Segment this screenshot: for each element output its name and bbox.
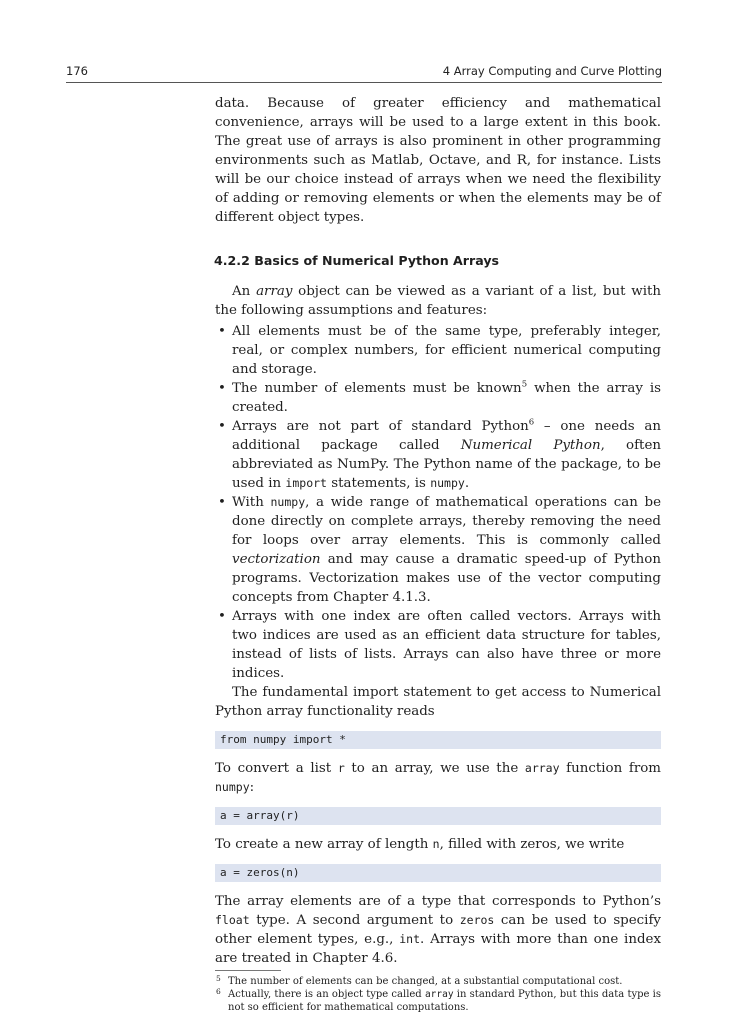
inline-code: zeros (459, 913, 495, 927)
inline-code: array (424, 989, 454, 1000)
body-column (215, 94, 661, 1014)
footnote-ref-6[interactable]: 6 (528, 417, 535, 428)
emphasis-numerical-python: Numerical Python (460, 438, 601, 453)
list-item (215, 493, 661, 607)
list-item (215, 379, 661, 417)
footnote-rule (215, 970, 281, 971)
emphasis-vectorization: vectorization (232, 552, 321, 567)
page-number: 176 (66, 64, 88, 78)
footnote-5: 5 The number of elements can be changed, at a substantial computational cost. (216, 974, 623, 987)
code-block-import: from numpy import * (215, 731, 661, 749)
inline-code: n (432, 837, 440, 851)
text-run: To convert a list (215, 761, 338, 776)
text-run: in standard Python, but this data type is not so efficient for mathematical computations. (228, 989, 661, 1013)
paragraph-intro (215, 282, 661, 320)
feature-list (215, 322, 661, 683)
list-item (215, 417, 661, 493)
section-title: Basics of Numerical Python Arrays (254, 253, 500, 268)
text-run: Arrays are not part of standard Python (232, 419, 529, 434)
text-run: , often abbreviated as NumPy. The Python name of the package, to be used in (232, 438, 661, 491)
text-run: An (232, 284, 257, 299)
inline-code: import (285, 476, 327, 490)
text-run: to an array, we use the (344, 761, 525, 776)
section-heading (214, 251, 661, 270)
text-run: : (249, 780, 255, 795)
text-run: Arrays with one index are often called vectors. Arrays with two indices are used as an efficient data structure for tables, instead of lists of lists. Arrays can also have three or more indices. (232, 609, 661, 681)
paragraph-import: The fundamental import statement to get access to Numerical Python array functionality reads (215, 685, 661, 719)
inline-code: numpy (430, 476, 465, 490)
running-title: 4 Array Computing and Curve Plotting (442, 64, 662, 78)
inline-code: r (337, 761, 345, 775)
running-header (66, 64, 662, 84)
text-run: The array elements are of a type that corresponds to Python’s (215, 894, 661, 909)
section-gap (215, 227, 661, 251)
text-run: statements, is (326, 476, 431, 491)
footnote-6: 6 Actually, there is an object type called array in standard Python, but this data type is not so efficient for mathematical computations. (216, 987, 661, 1013)
text-run: type. A second argument to (249, 913, 460, 928)
text-run: when the array is created. (232, 381, 661, 415)
text-run: can be used to specify other element types, e.g., (215, 913, 661, 947)
paragraph-types (215, 892, 661, 968)
text-run: The number of elements can be changed, at a substantial computational cost. (228, 976, 623, 987)
text-run: With (232, 495, 271, 510)
text-run: and may cause a dramatic speed-up of Python programs. Vectorization makes use of the vector computing concepts from Chapter 4.1.3. (232, 552, 661, 605)
inline-code: array (524, 761, 560, 775)
code-block-zeros: a = zeros(n) (215, 864, 661, 882)
text-run: To create a new array of length (215, 837, 433, 852)
inline-code: numpy (215, 780, 250, 794)
text-run: . (464, 476, 470, 491)
inline-code: float (215, 913, 250, 927)
list-item (215, 322, 661, 379)
text-run: All elements must be of the same type, preferably integer, real, or complex numbers, for efficient numerical computing and storage. (232, 324, 661, 377)
header-rule (66, 82, 662, 83)
paragraph-arrays-usage: data. Because of greater efficiency and mathematical convenience, arrays will be used to a large extent in this book. The great use of arrays is also prominent in other programming environments such as Matlab, Octave, and R, for instance. Lists will be our choice instead of arrays when we need the flexibility of adding or removing elements or when the elements may be of different object types. (215, 96, 661, 225)
inline-code: numpy (270, 495, 306, 509)
footnote-ref-5[interactable]: 5 (521, 379, 528, 390)
inline-code: int (399, 932, 420, 946)
code-block-array: a = array(r) (215, 807, 661, 825)
text-run: object can be viewed as a variant of a list, but with the following assumptions and features: (215, 284, 661, 318)
text-run: The number of elements must be known (232, 381, 522, 396)
text-run: Actually, there is an object type called (228, 989, 425, 1000)
paragraph-create (215, 835, 661, 854)
paragraph-convert (215, 759, 661, 797)
text-run: , a wide range of mathematical operations can be done directly on complete arrays, thereby removing the need for loops over array elements. This is commonly called (232, 495, 662, 548)
list-item (215, 607, 661, 683)
text-run: , filled with zeros, we write (439, 837, 625, 852)
section-number: 4.2.2 (214, 253, 250, 268)
emphasis-array: array (256, 284, 293, 299)
text-run: . Arrays with more than one index are treated in Chapter 4.6. (215, 932, 662, 966)
text-run: – one needs an additional package called (232, 419, 662, 453)
text-run: function from (559, 761, 661, 776)
